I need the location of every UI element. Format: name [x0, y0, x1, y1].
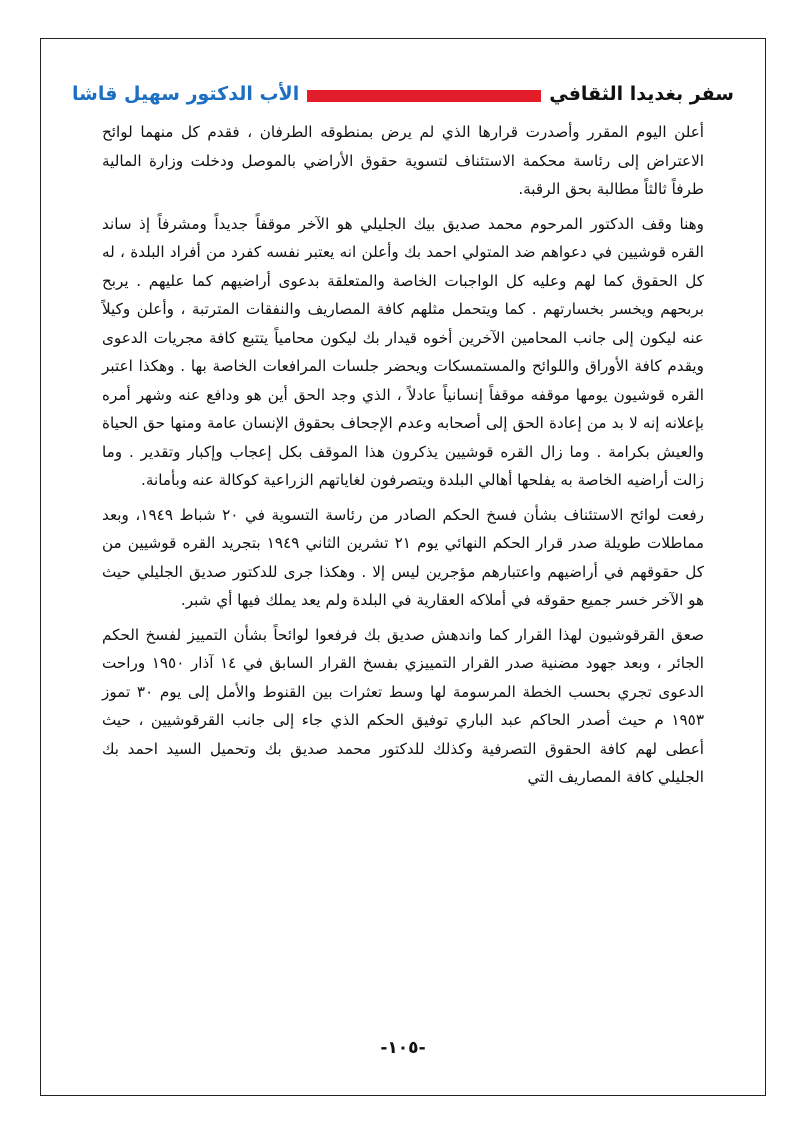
body-text	[102, 118, 704, 798]
paragraph-4: صعق القرقوشيون لهذا القرار كما واندهش صديق بك فرفعوا لوائحاً بشأن التمييز لفسخ الحكم الجائر ، وبعد جهود مضنية صدر القرار التمييزي بفسخ القرار السابق في ١٤ آذار ١٩٥٠ وراحت الدعوى تجري بحسب الخطة المرسومة لها وسط تعثرات بين القنوط والأمل إلى يوم ٣٠ تموز ١٩٥٣ م حيث أصدر الحاكم عبد الباري توفيق الحكم الذي جاء إلى جانب القرقوشيين ، حيث أعطى لهم كافة الحقوق التصرفية وكذلك للدكتور محمد صديق بك وتحميل السيد احمد بك الجليلي كافة المصاريف التي	[102, 625, 705, 786]
paragraph-1: أعلن اليوم المقرر وأصدرت قرارها الذي لم يرض بمنطوقه الطرفان ، فقدم كل منهما لوائح الاعتراض إلى رئاسة محكمة الاستئناف لتسوية حقوق الأراضي بالموصل ودخلت وزارة المالية طرفاً ثالثاً مطالبة بحق الرقبة.	[102, 123, 704, 198]
author-name: الأب الدكتور سهيل قاشا	[72, 82, 307, 106]
paragraph-2: وهنا وقف الدكتور المرحوم محمد صديق بيك الجليلي هو الآخر موقفاً جديداً ومشرفاً إذ ساند القره قوشيين في دعواهم ضد المتولي احمد بك وأعلن انه يعتبر نفسه كفرد من أفراد البلدة ، له كل الحقوق كما لهم وعليه كل الواجبات الخاصة والمتعلقة بدعوى أراضيهم كما عليهم . يربح بربحهم ويخسر بخسارتهم . كما ويتحمل مثلهم كافة المصاريف والنفقات المترتبة ، وأعلن وكيلاً عنه ليكون إلى جانب المحامين الآخرين أخوه قيدار بك ليكون محامياً يتتبع كافة مجريات الدعوى ويقدم كافة الأوراق واللوائح والمستمسكات ويحضر جلسات المرافعات الخاصة بها . وهكذا اعتبر القره قوشيون يومها موقفه موقفاً إنسانياً عادلاً ، الذي وجد الحق أين هو ودافع عنه وشهر أمره بإعلانه إنه لا بد من إعادة الحق إلى أصحابه وعدم الإجحاف بحقوق الإنسان عامة ومنها حق الحياة والعيش بكرامة . وما زال القره قوشيين يذكرون هذا الموقف بكل إعجاب وإكبار وتقدير . وما زالت أراضيه الخاصة به يفلحها أهالي البلدة ويتصرفون لغاياتهم الزراعية كوكالة عنه وبأمانة.	[102, 214, 704, 489]
paragraph-3: رفعت لوائح الاستئناف بشأن فسخ الحكم الصادر من رئاسة التسوية في ٢٠ شباط ١٩٤٩، وبعد مماطلات طويلة صدر قرار الحكم النهائي يوم ٢١ تشرين الثاني ١٩٤٩ بتجريد القره قوشيين من كل حقوقهم في أراضيهم واعتبارهم مؤجرين ليس إلا . وهكذا جرى للدكتور صديق الجليلي حيث هو الآخر خسر جميع حقوقه في أملاكه العقارية في البلدة ولم يعد يملك فيها أي شبر.	[102, 505, 705, 609]
running-header	[72, 82, 734, 106]
page-number: -١٠٥-	[380, 1038, 426, 1058]
book-title: سفر بغديدا الثقافي	[541, 82, 734, 106]
